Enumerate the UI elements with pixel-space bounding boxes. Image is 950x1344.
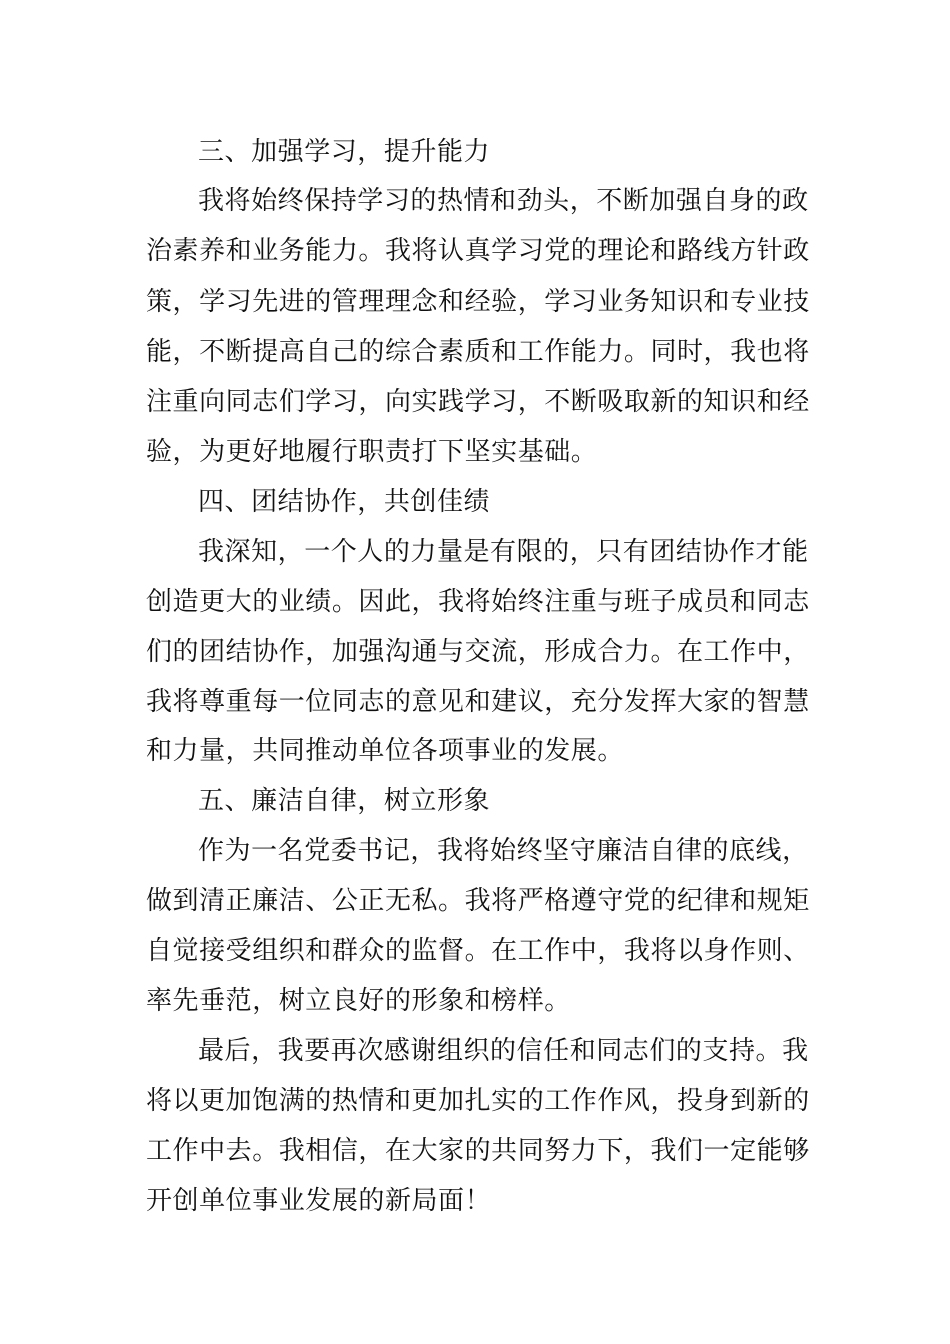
section-heading-4: 四、团结协作，共创佳绩 xyxy=(198,487,491,517)
paragraph-line: 做到清正廉洁、公正无私。我将严格遵守党的纪律和规矩 xyxy=(146,886,810,916)
paragraph-line: 治素养和业务能力。我将认真学习党的理论和路线方针政 xyxy=(146,236,810,266)
closing-paragraph-line: 工作中去。我相信，在大家的共同努力下，我们一定能够 xyxy=(146,1136,810,1166)
paragraph-line: 自觉接受组织和群众的监督。在工作中，我将以身作则、 xyxy=(146,936,810,966)
section-heading-3: 三、加强学习，提升能力 xyxy=(198,137,491,167)
paragraph-line: 验，为更好地履行职责打下坚实基础。 xyxy=(146,437,598,467)
paragraph-line: 注重向同志们学习，向实践学习，不断吸取新的知识和经 xyxy=(146,387,810,417)
paragraph-line: 策，学习先进的管理理念和经验，学习业务知识和专业技 xyxy=(146,287,810,317)
paragraph-line: 和力量，共同推动单位各项事业的发展。 xyxy=(146,736,624,766)
paragraph-line: 率先垂范，树立良好的形象和榜样。 xyxy=(146,986,571,1016)
paragraph-line: 创造更大的业绩。因此，我将始终注重与班子成员和同志 xyxy=(146,587,810,617)
paragraph-line: 作为一名党委书记，我将始终坚守廉洁自律的底线， xyxy=(198,836,809,866)
paragraph-line: 能，不断提高自己的综合素质和工作能力。同时，我也将 xyxy=(146,337,810,367)
paragraph-line: 我将尊重每一位同志的意见和建议，充分发挥大家的智慧 xyxy=(146,687,810,717)
paragraph-line: 我将始终保持学习的热情和劲头，不断加强自身的政 xyxy=(198,186,809,216)
paragraph-line: 我深知，一个人的力量是有限的，只有团结协作才能 xyxy=(198,537,809,567)
closing-paragraph-line: 将以更加饱满的热情和更加扎实的工作作风，投身到新的 xyxy=(146,1086,810,1116)
closing-paragraph-line: 最后，我要再次感谢组织的信任和同志们的支持。我 xyxy=(198,1036,809,1066)
closing-paragraph-line: 开创单位事业发展的新局面！ xyxy=(146,1186,492,1216)
section-heading-5: 五、廉洁自律，树立形象 xyxy=(198,786,491,816)
paragraph-line: 们的团结协作，加强沟通与交流，形成合力。在工作中， xyxy=(146,637,810,667)
